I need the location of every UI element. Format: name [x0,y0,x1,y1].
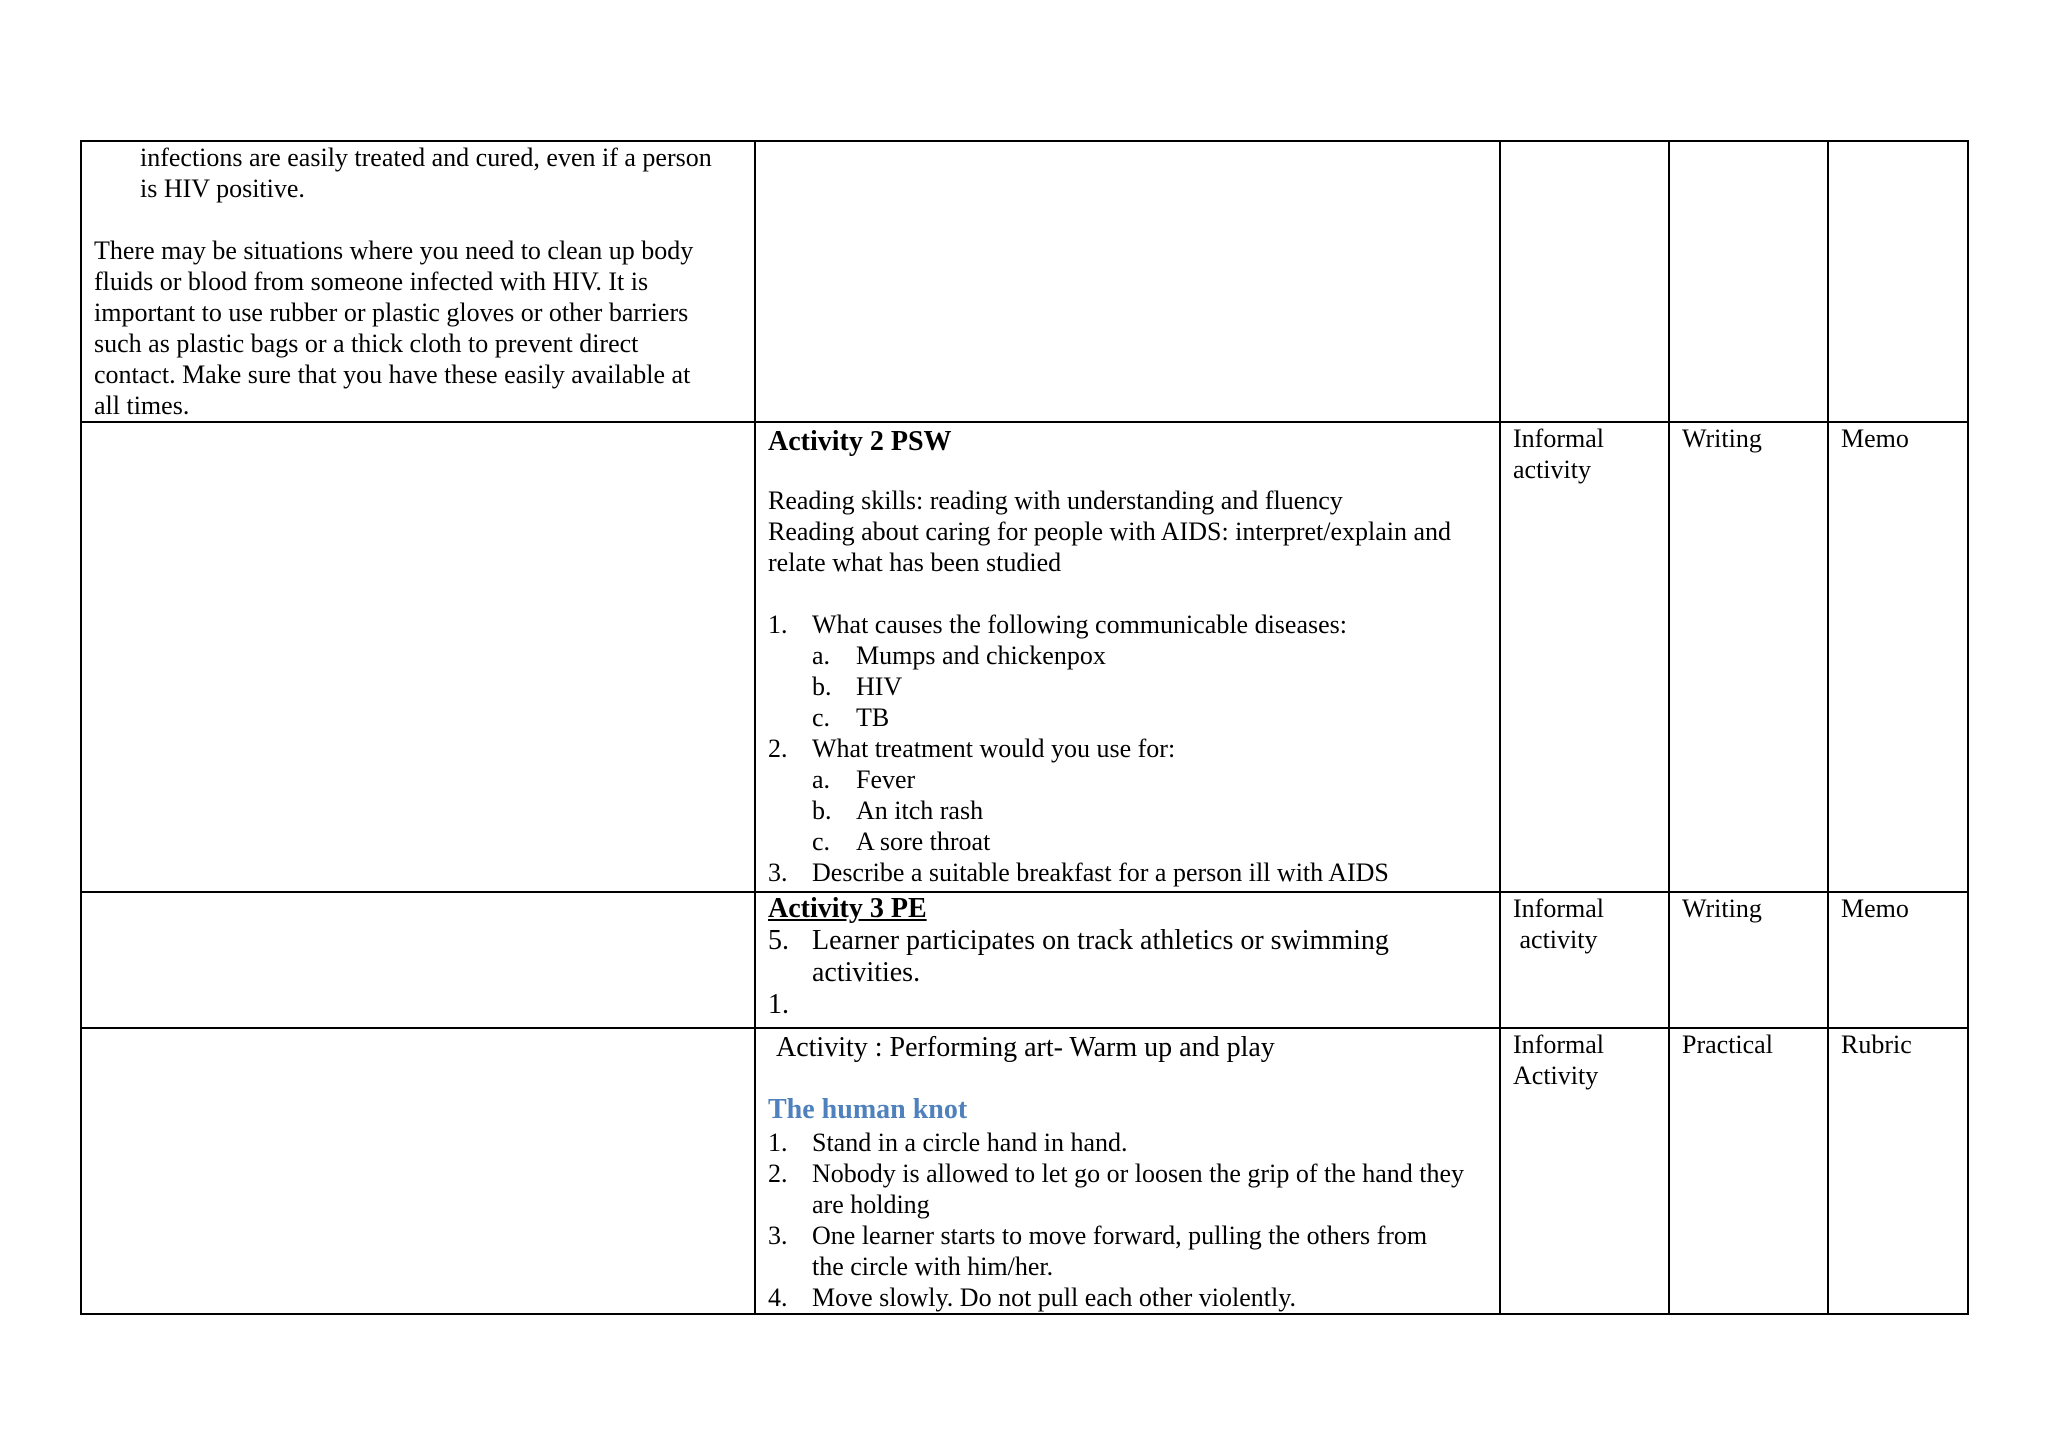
subheading: The human knot [768,1094,968,1125]
list-item: a. Mumps and chickenpox [812,641,1106,670]
table-row [81,892,1968,1028]
activity-title: Activity 3 PE [768,893,927,924]
tool-cell: Rubric [1828,1028,1968,1314]
activity-title: Activity : Performing art- Warm up and play [776,1032,1275,1063]
activity-intro: Reading skills: reading with understanding and fluency Reading about caring for people with AIDS: interpret/explain and relate what has been studied [768,486,1452,577]
tool-cell: Memo [1828,422,1968,892]
activity-table [80,140,1969,1315]
content-cell [81,422,755,892]
list-item: 2. Nobody is allowed to let go or loosen the grip of the hand they are holding [768,1159,1465,1219]
method-cell: Writing [1669,892,1828,1028]
list-item: 1. [768,989,789,1020]
pe-list [768,925,1487,1021]
content-cell [81,1028,755,1314]
content-cell [81,892,755,1028]
table-row [81,1028,1968,1314]
type-cell [1500,141,1669,422]
list-item: 1. What causes the following communicable diseases: [768,610,1348,639]
activity-cell [755,141,1500,422]
activity-cell [755,1028,1500,1314]
activity-cell [755,892,1500,1028]
hiv-precaution-paragraph: There may be situations where you need to clean up body fluids or blood from someone infected with HIV. It is important to use rubber or plastic gloves or other barriers such as plastic bags or a thick cloth to prevent direct contact. Make sure that you have these easily available at all times. [94,236,694,420]
list-item: a. Fever [812,765,916,794]
method-cell: Practical [1669,1028,1828,1314]
tool-cell: Memo [1828,892,1968,1028]
method-cell: Writing [1669,422,1828,892]
type-cell: Informal activity [1500,892,1669,1028]
list-item: b. HIV [812,672,903,701]
method-cell [1669,141,1828,422]
continued-text: infections are easily treated and cured, even if a person is HIV positive. [140,143,712,203]
type-cell: Informal Activity [1500,1028,1669,1314]
list-item: 3. Describe a suitable breakfast for a person ill with AIDS [768,858,1389,887]
step-list [768,1127,1487,1313]
table-row [81,422,1968,892]
list-item: c. A sore throat [812,827,991,856]
list-item: c. TB [812,703,890,732]
tool-cell [1828,141,1968,422]
activity-title: Activity 2 PSW [768,426,952,457]
list-item: 1. Stand in a circle hand in hand. [768,1128,1128,1157]
list-item: 5. Learner participates on track athletics or swimming activities. [768,925,1389,988]
list-item: 3. One learner starts to move forward, pulling the others from the circle with him/her. [768,1221,1428,1281]
content-cell [81,141,755,422]
list-item: 4. Move slowly. Do not pull each other violently. [768,1283,1297,1312]
list-item: b. An itch rash [812,796,984,825]
list-item: 2. What treatment would you use for: [768,734,1176,763]
activity-cell [755,422,1500,892]
table-row [81,141,1968,422]
question-list [768,609,1487,888]
type-cell: Informal activity [1500,422,1669,892]
